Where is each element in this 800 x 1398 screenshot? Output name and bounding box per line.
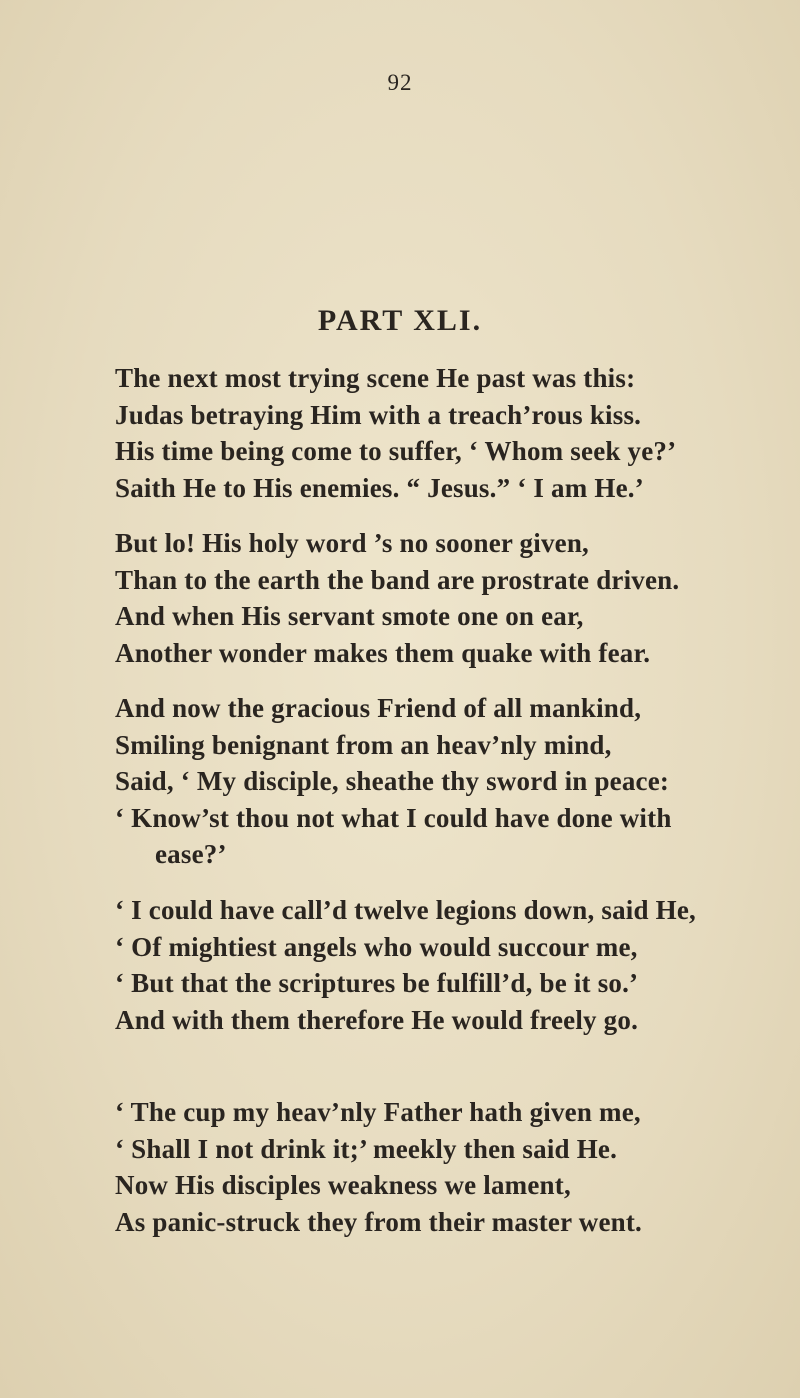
verse-line: Another wonder makes them quake with fear. [115, 637, 651, 668]
verse-line: Than to the earth the band are prostrate driven. [115, 564, 680, 595]
verse-line: Judas betraying Him with a treach’rous kiss. [115, 399, 642, 430]
verse-line: ‘ The cup my heav’nly Father hath given me, [115, 1097, 641, 1127]
verse-line: ‘ But that the scriptures be fulfill’d, be it so.’ [115, 968, 639, 998]
verse-line: And now the gracious Friend of all mankind, [115, 693, 642, 723]
page-number: 92 [387, 70, 413, 95]
verse-line: And with them therefore He would freely go. [115, 1004, 639, 1035]
verse-line: ‘ Of mightiest angels who would succour me, [115, 931, 638, 962]
verse-line: Now His disciples weakness we lament, [115, 1170, 571, 1200]
verse-line: His time being come to suffer, ‘ Whom seek ye?’ [115, 436, 677, 466]
verse-line: Said, ‘ My disciple, sheathe thy sword in peace: [115, 766, 670, 796]
verse-line: Smiling benignant from an heav’nly mind, [115, 729, 612, 760]
part-title: PART XLI. [317, 304, 483, 337]
verse-line: And when His servant smote one on ear, [115, 601, 584, 631]
verse-line: Saith He to His enemies. “ Jesus.” ‘ I am He.’ [115, 472, 644, 503]
verse-line: ‘ Shall I not drink it;’ meekly then said He. [115, 1133, 618, 1164]
verse-line-continuation: ease?’ [155, 839, 227, 869]
stanza-5 [115, 1094, 800, 1240]
verse-line: The next most trying scene He past was this: [115, 363, 636, 393]
stanza-3 [115, 690, 800, 873]
verse-line: As panic-struck they from their master went. [115, 1206, 642, 1237]
verse-line: ‘ I could have call’d twelve legions down, said He, [115, 895, 696, 925]
stanza-4 [115, 892, 800, 1038]
verse-line: But lo! His holy word ’s no sooner given, [115, 528, 590, 558]
verse-line: ‘ Know’st thou not what I could have done with [115, 802, 672, 833]
stanza-1 [115, 360, 800, 506]
stanza-2 [115, 525, 800, 671]
